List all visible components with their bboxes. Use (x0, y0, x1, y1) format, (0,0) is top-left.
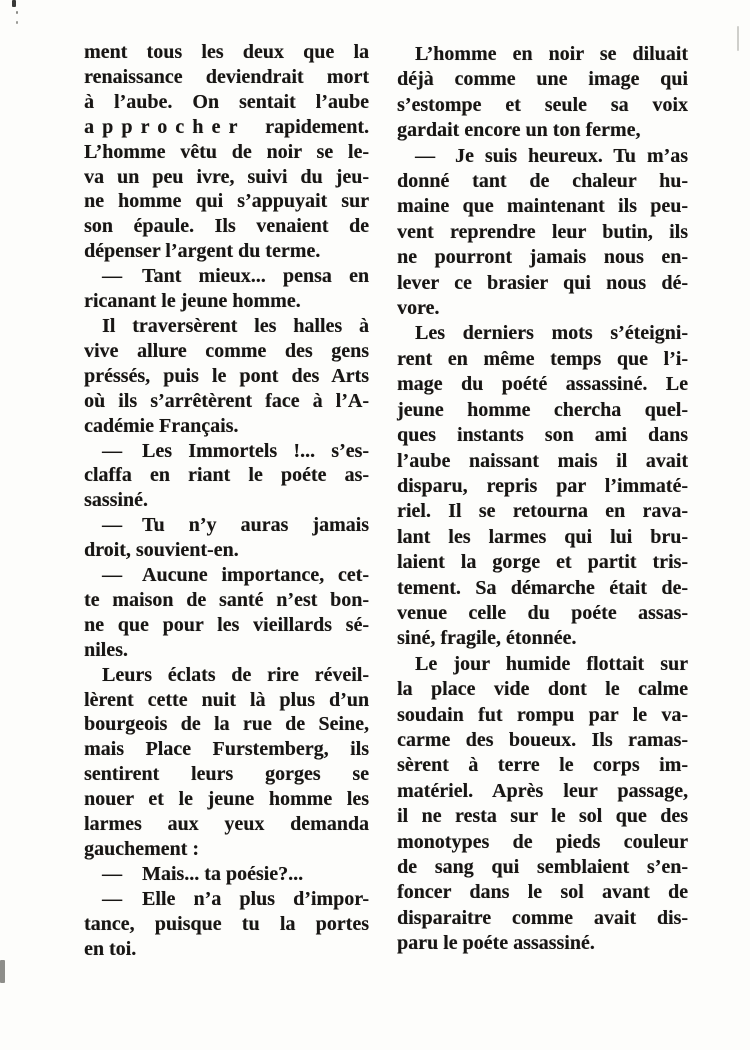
text-line: maine que maintenant ils peu- (397, 195, 688, 218)
text-line: Leurs éclats de rire réveil- (102, 663, 369, 686)
text-line: matériel. Après leur passage, (397, 779, 688, 802)
text-line: vent reprendre leur butin, ils (397, 220, 688, 243)
paragraph (84, 40, 369, 264)
text-line: va un peu ivre, suivi du jeu- (84, 165, 369, 188)
text-line: vive allure comme des gens (84, 339, 369, 362)
paragraph (84, 563, 369, 663)
column-right (397, 42, 688, 957)
text-line: lant les larmes qui lui bru- (397, 525, 688, 548)
text-line: la place vide dont le calme (397, 678, 688, 701)
text-line: préssés, puis le pont des Arts (84, 364, 369, 387)
text-line: renaissance deviendrait mort (84, 65, 369, 88)
text-line: laient la gorge et partit tris- (397, 551, 688, 574)
text-line: monotypes de pieds couleur (397, 830, 688, 853)
text-line: Le jour humide flottait sur (415, 652, 688, 675)
text-line: soudain fut rompu par le va- (397, 703, 688, 726)
scan-artifact-right-edge-line (737, 26, 739, 51)
text-line: en toi. (84, 937, 137, 960)
paragraph (84, 513, 369, 563)
text-line: ques instants son ami dans (397, 424, 688, 447)
text-line: mage du poété assassiné. Le (397, 373, 688, 396)
text-line: carme des boueux. Ils ramas- (397, 728, 688, 751)
text-line: — Tant mieux... pensa en (102, 265, 369, 288)
text-line: a p p r o c h e r rapidement. (84, 115, 369, 138)
text-line: sèrent à terre le corps im- (397, 754, 688, 777)
scan-artifact-top-left-dot-1 (16, 11, 18, 14)
text-line: déjà comme une image qui (397, 68, 688, 91)
text-line: L’homme vêtu de noir se le- (84, 140, 369, 163)
text-line: paru le poéte assassiné. (397, 932, 595, 955)
text-line: te maison de santé n’est bon- (84, 588, 369, 611)
text-line: tement. Sa démarche était de- (397, 576, 688, 599)
text-line: venue celle du poéte assas- (397, 601, 688, 624)
scan-artifact-top-left-dot-2 (16, 21, 18, 24)
text-line: ne homme qui s’appuyait sur (84, 190, 369, 213)
paragraph (84, 862, 369, 887)
text-line: s’estompe et seule sa voix (397, 93, 688, 116)
text-line: son épaule. Ils venaient de (84, 215, 369, 238)
text-line: vore. (397, 297, 440, 320)
text-line: — Elle n’a plus d’impor- (102, 887, 369, 910)
text-line: siné, fragile, étonnée. (397, 627, 577, 650)
text-line: lèrent cette nuit là plus d’un (84, 688, 369, 711)
text-line: Il traversèrent les halles à (102, 314, 369, 337)
text-line: — Aucune importance, cet- (102, 564, 369, 587)
text-line: dépenser l’argent du terme. (84, 240, 321, 263)
text-line: sassiné. (84, 489, 148, 512)
text-line: il ne resta sur le sol que des (397, 805, 688, 828)
text-line: bourgeois de la rue de Seine, (84, 713, 369, 736)
text-line: — Mais... ta poésie?... (102, 862, 304, 885)
text-line: nouer et le jeune homme les (84, 788, 369, 811)
paragraph (84, 887, 369, 962)
text-line: gauchement : (84, 838, 199, 860)
text-line: droit, souvient-en. (84, 539, 239, 562)
text-line: claffa en riant le poéte as- (84, 464, 369, 487)
paragraph (397, 321, 688, 651)
text-line: ment tous les deux que la (84, 41, 369, 63)
text-line: sentirent leurs gorges se (84, 763, 369, 786)
text-line: disparu, repris par l’immaté- (397, 474, 688, 497)
text-line: L’homme en noir se diluait (415, 43, 688, 65)
text-line: rent en même temps que l’i- (397, 347, 688, 370)
text-line: jeune homme chercha quel- (397, 398, 688, 421)
paragraph (397, 42, 688, 144)
text-line: donné tant de chaleur hu- (397, 170, 688, 193)
text-line: riel. Il se retourna en rava- (397, 500, 688, 523)
text-line: niles. (84, 638, 128, 661)
text-line: lever ce brasier qui nous dé- (397, 271, 688, 294)
scan-artifact-left-edge-smudge (0, 960, 5, 983)
text-line: larmes aux yeux demanda (84, 813, 369, 836)
paragraph (397, 144, 688, 322)
text-line: où ils s’arrêtèrent face à l’A- (84, 389, 369, 412)
text-line: ne que pour les vieillards sé- (84, 613, 369, 636)
text-line: tance, puisque tu la portes (84, 912, 369, 935)
text-line: de sang qui semblaient s’en- (397, 856, 688, 878)
scan-artifact-top-left-ink-speck (12, 0, 16, 7)
text-line: — Je suis heureux. Tu m’as (415, 144, 688, 167)
text-line: gardait encore un ton ferme, (397, 119, 641, 142)
text-line: — Tu n’y auras jamais (102, 514, 369, 537)
text-line: disparaitre comme avait dis- (397, 906, 688, 929)
text-line: cadémie Français. (84, 414, 239, 437)
paragraph (84, 264, 369, 314)
paragraph (84, 663, 369, 862)
text-line: — Les Immortels !... s’es- (102, 439, 369, 462)
text-line: foncer dans le sol avant de (397, 881, 688, 904)
paragraph (84, 439, 369, 514)
text-line: mais Place Furstemberg, ils (84, 738, 369, 761)
paragraph (397, 652, 688, 957)
text-line: ne pourront jamais nous en- (397, 246, 688, 269)
column-left (84, 40, 369, 962)
paragraph (84, 314, 369, 439)
text-line: ricanant le jeune homme. (84, 290, 301, 313)
text-line: Les derniers mots s’éteigni- (415, 322, 688, 345)
text-line: à l’aube. On sentait l’aube (84, 90, 369, 113)
text-line: l’aube naissant mais il avait (397, 449, 688, 472)
